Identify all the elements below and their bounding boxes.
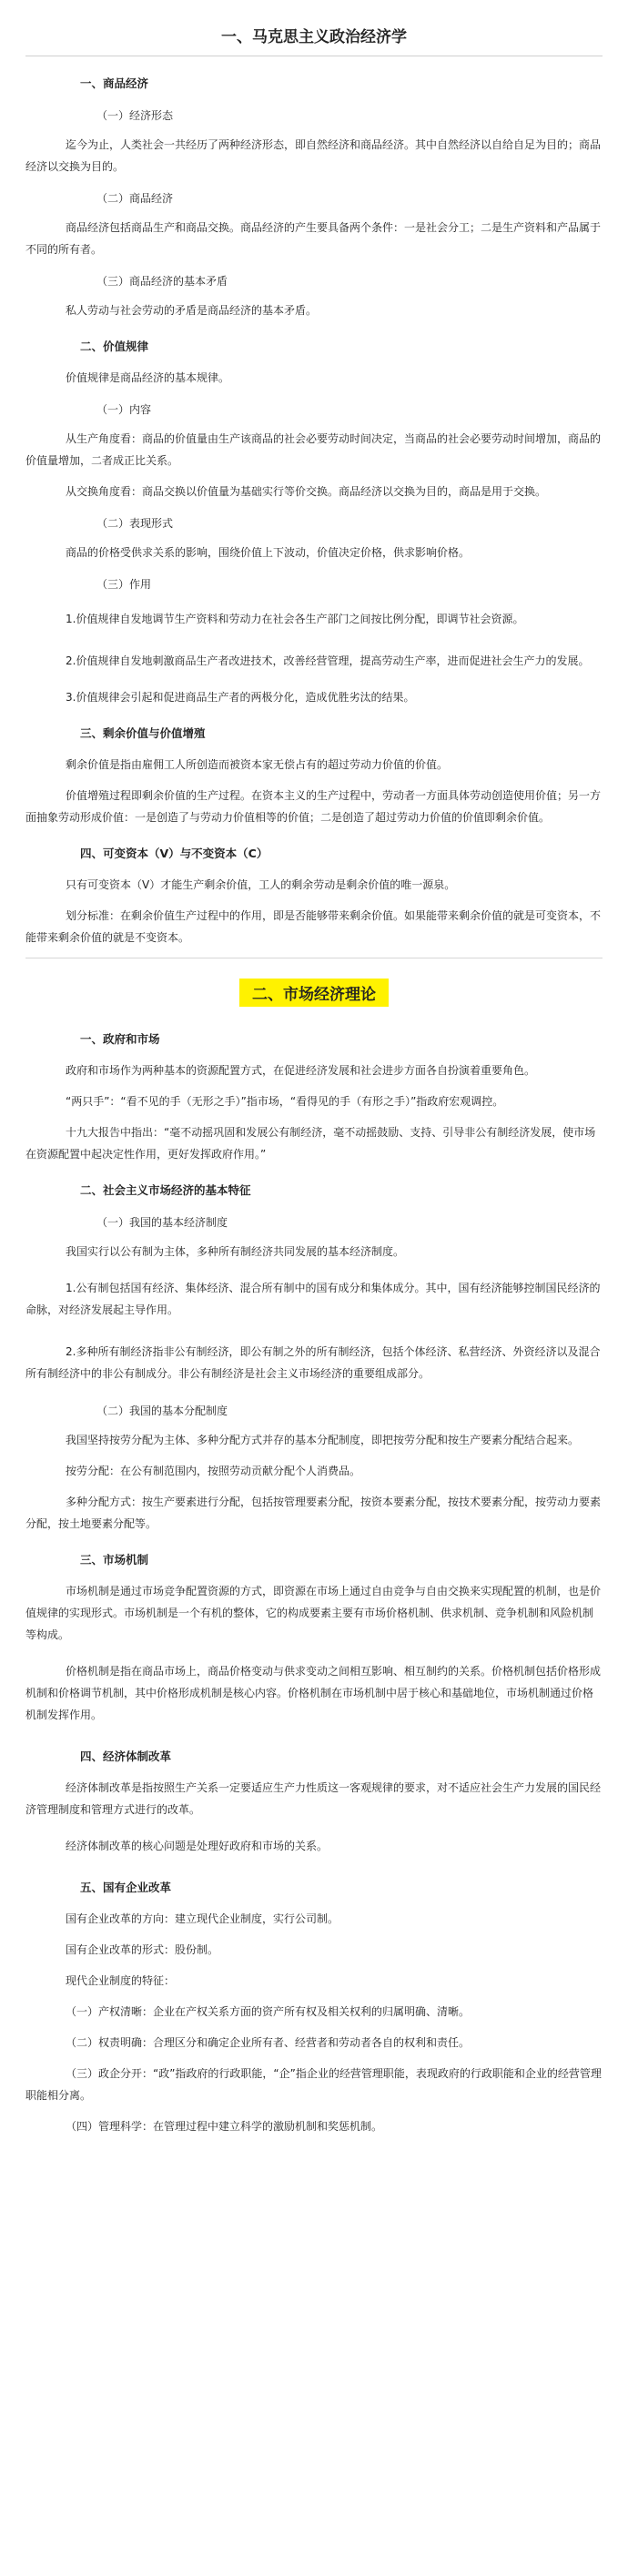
paragraph: 按劳分配：在公有制范围内，按照劳动贡献分配个人消费品。 <box>66 1465 361 1477</box>
paragraph: 从生产角度看：商品的价值量由生产该商品的社会必要劳动时间决定，当商品的社会必要劳动时间增加，商品的价值量增加，二者成正比关系。 <box>25 432 602 467</box>
paragraph: 经济体制改革是指按照生产关系一定要适应生产力性质这一客观规律的要求，对不适应社会生产力发展的国民经济管理制度和管理方式进行的改革。 <box>25 1781 602 1816</box>
heading: 二、社会主义市场经济的基本特征 <box>80 1183 251 1197</box>
paragraph: （三）政企分开：“政”指政府的行政职能，“企”指企业的经营管理职能，表现政府的行政职能和企业的经营管理职能相分离。 <box>25 2067 602 2102</box>
heading: 四、可变资本（V）与不变资本（C） <box>80 847 268 860</box>
heading: 一、政府和市场 <box>80 1032 160 1046</box>
section-one-body <box>25 64 603 952</box>
paragraph: 十九大报告中指出：“毫不动摇巩固和发展公有制经济，毫不动摇鼓励、支持、引导非公有制经济发展，使市场在资源配置中起决定性作用，更好发挥政府作用。” <box>25 1126 596 1161</box>
section-two-title <box>25 979 603 1007</box>
paragraph: 商品的价格受供求关系的影响，围绕价值上下波动，价值决定价格，供求影响价格。 <box>66 546 471 559</box>
paragraph: （四）管理科学：在管理过程中建立科学的激励机制和奖惩机制。 <box>66 2120 383 2133</box>
heading: 三、剩余价值与价值增殖 <box>80 726 206 740</box>
paragraph: （一）产权清晰：企业在产权关系方面的资产所有权及相关权利的归属明确、清晰。 <box>66 2005 471 2018</box>
heading: 一、商品经济 <box>80 76 149 90</box>
paragraph: 国有企业改革的形式：股份制。 <box>66 1943 219 1956</box>
section-two-body <box>25 1019 603 2141</box>
section-two-title-text: 二、市场经济理论 <box>239 979 389 1007</box>
paragraph: 划分标准：在剩余价值生产过程中的作用，即是否能够带来剩余价值。如果能带来剩余价值的就是可变资本，不能带来剩余价值的就是不变资本。 <box>25 909 602 944</box>
paragraph: 价格机制是指在商品市场上，商品价格变动与供求变动之间相互影响、相互制约的关系。价格机制包括价格形成机制和价格调节机制，其中价格形成机制是核心内容。价格机制在市场机制中居于核心和基础地位，市场机制通过价格机制发挥作用。 <box>25 1665 602 1721</box>
paragraph: 1.价值规律自发地调节生产资料和劳动力在社会各生产部门之间按比例分配，即调节社会资源。 <box>66 613 524 625</box>
heading: 五、国有企业改革 <box>80 1881 172 1894</box>
subheading: （二）表现形式 <box>96 517 174 530</box>
paragraph: 剩余价值是指由雇佣工人所创造而被资本家无偿占有的超过劳动力价值的价值。 <box>66 758 449 771</box>
subheading: （二）我国的基本分配制度 <box>96 1405 228 1417</box>
subheading: （三）作用 <box>96 578 152 591</box>
subheading: （一）我国的基本经济制度 <box>96 1216 228 1229</box>
paragraph: 市场机制是通过市场竞争配置资源的方式，即资源在市场上通过自由竞争与自由交换来实现配置的机制，也是价值规律的实现形式。市场机制是一个有机的整体，它的构成要素主要有市场价格机制、供求机制、竞争机制和风险机制等构成。 <box>25 1585 602 1641</box>
paragraph: 2.多种所有制经济指非公有制经济，即公有制之外的所有制经济，包括个体经济、私营经济、外资经济以及混合所有制经济中的非公有制成分。非公有制经济是社会主义市场经济的重要组成部分。 <box>25 1345 601 1380</box>
paragraph: 经济体制改革的核心问题是处理好政府和市场的关系。 <box>66 1840 329 1852</box>
paragraph: 2.价值规律自发地刺激商品生产者改进技术，改善经营管理，提高劳动生产率，进而促进社会生产力的发展。 <box>66 654 590 667</box>
paragraph: 价值规律是商品经济的基本规律。 <box>66 371 230 384</box>
paragraph: 价值增殖过程即剩余价值的生产过程。在资本主义的生产过程中，劳动者一方面具体劳动创造使用价值；另一方面抽象劳动形成价值：一是创造了与劳动力价值相等的价值；二是创造了超过劳动力价值的价值即剩余价值。 <box>25 789 602 824</box>
subheading: （三）商品经济的基本矛盾 <box>96 275 228 288</box>
paragraph: 国有企业改革的方向：建立现代企业制度，实行公司制。 <box>66 1912 339 1925</box>
subheading: （二）商品经济 <box>96 192 174 205</box>
paragraph: 我国实行以公有制为主体，多种所有制经济共同发展的基本经济制度。 <box>66 1245 405 1258</box>
section-one-title <box>25 24 603 56</box>
paragraph: 1.公有制包括国有经济、集体经济、混合所有制中的国有成分和集体成分。其中，国有经济能够控制国民经济的命脉，对经济发展起主导作用。 <box>25 1282 601 1316</box>
paragraph: （二）权责明确：合理区分和确定企业所有者、经营者和劳动者各自的权利和责任。 <box>66 2036 471 2049</box>
paragraph: 迄今为止，人类社会一共经历了两种经济形态，即自然经济和商品经济。其中自然经济以自给自足为目的；商品经济以交换为目的。 <box>25 138 602 173</box>
heading: 二、价值规律 <box>80 340 149 353</box>
paragraph: 私人劳动与社会劳动的矛盾是商品经济的基本矛盾。 <box>66 304 318 317</box>
paragraph: 从交换角度看：商品交换以价值量为基础实行等价交换。商品经济以交换为目的，商品是用于交换。 <box>66 485 547 498</box>
heading: 四、经济体制改革 <box>80 1749 172 1763</box>
paragraph: 政府和市场作为两种基本的资源配置方式，在促进经济发展和社会进步方面各自扮演着重要角色。 <box>66 1064 536 1077</box>
subheading: （一）内容 <box>96 403 152 416</box>
section-one-title-text: 一、马克思主义政治经济学 <box>221 28 407 46</box>
paragraph: 3.价值规律会引起和促进商品生产者的两极分化，造成优胜劣汰的结果。 <box>66 691 415 704</box>
paragraph: 我国坚持按劳分配为主体、多种分配方式并存的基本分配制度，即把按劳分配和按生产要素分配结合起来。 <box>66 1434 580 1446</box>
subheading: （一）经济形态 <box>96 109 174 122</box>
paragraph: “两只手”：“看不见的手（无形之手）”指市场，“看得见的手（有形之手）”指政府宏观调控。 <box>66 1095 504 1108</box>
paragraph: 多种分配方式：按生产要素进行分配，包括按管理要素分配，按资本要素分配，按技术要素分配，按劳动力要素分配，按土地要素分配等。 <box>25 1496 602 1530</box>
paragraph: 商品经济包括商品生产和商品交换。商品经济的产生要具备两个条件：一是社会分工；二是生产资料和产品属于不同的所有者。 <box>25 221 602 256</box>
heading: 三、市场机制 <box>80 1553 149 1567</box>
paragraph: 现代企业制度的特征： <box>66 1974 176 1987</box>
paragraph: 只有可变资本（V）才能生产剩余价值，工人的剩余劳动是剩余价值的唯一源泉。 <box>66 878 456 891</box>
